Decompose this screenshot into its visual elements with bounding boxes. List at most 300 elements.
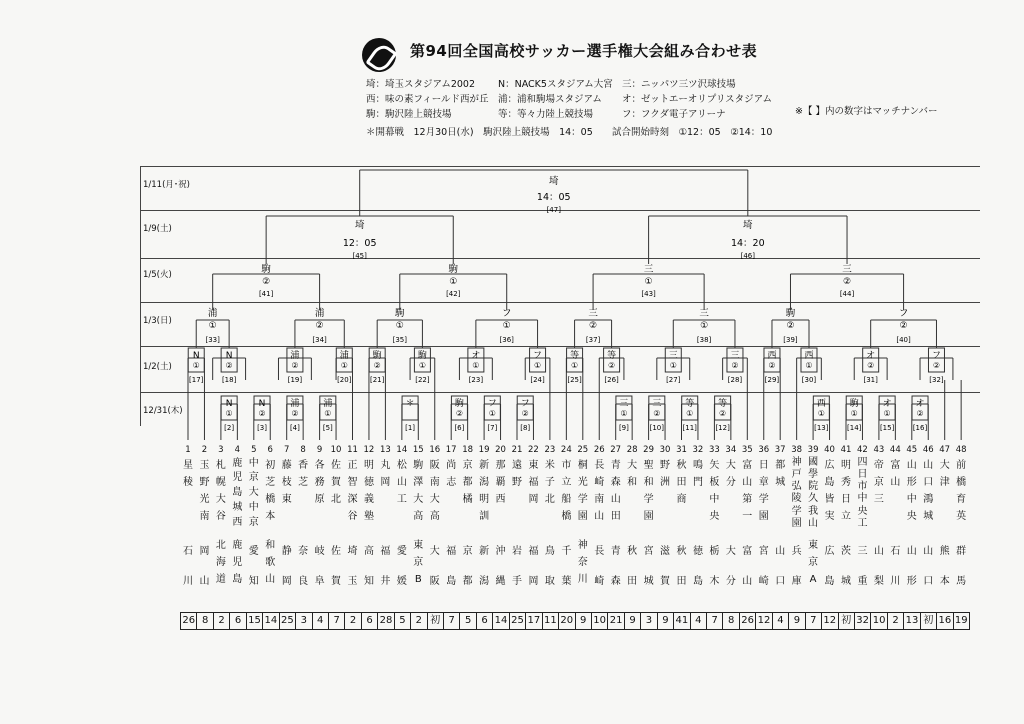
school-name: 秋 田 商 <box>676 459 687 505</box>
round-date: 1/9(土) <box>143 224 172 234</box>
prefecture-name: 石 川 <box>183 545 193 587</box>
slot-code: ② <box>899 321 908 331</box>
appearance-count: 26 <box>739 613 755 629</box>
match-number: [18] <box>221 376 237 384</box>
appearance-count: 7 <box>805 613 821 629</box>
venue-code: 西 <box>767 351 777 361</box>
team-number: 46 <box>922 445 934 455</box>
round-date: 12/31(木) <box>143 406 183 416</box>
venue-code: 駒 <box>849 399 859 409</box>
team-entry <box>690 446 706 597</box>
appearance-count: 12 <box>821 613 837 629</box>
team-number: 48 <box>955 445 967 455</box>
team-entry <box>723 446 739 597</box>
appearance-count: 28 <box>377 613 393 629</box>
school-name: 那 覇 西 <box>495 459 506 505</box>
match-number: [26] <box>604 376 619 384</box>
prefecture-name: 石 川 <box>890 545 901 587</box>
team-entry <box>838 446 854 597</box>
slot-code: ② <box>315 321 324 331</box>
match-number: [43] <box>641 290 656 298</box>
prefecture-name: 千 葉 <box>561 545 572 587</box>
appearance-count: 2 <box>410 613 426 629</box>
prefecture-name: 静 岡 <box>281 545 292 587</box>
school-name: 明 徳 義 塾 <box>363 459 374 522</box>
school-name: 四 日 市 中 央 工 <box>857 456 868 530</box>
slot-code: ② <box>225 361 233 370</box>
prefecture-name: 秋 田 <box>676 545 687 587</box>
round-date: 1/5(火) <box>143 270 172 280</box>
match-number: [13] <box>814 424 829 432</box>
venue-code: 浦 <box>290 399 300 409</box>
slot-code: ① <box>700 321 709 331</box>
team-number: 28 <box>626 445 638 455</box>
team-entry <box>937 446 953 597</box>
appearance-count: 9 <box>575 613 591 629</box>
match-number: [12] <box>715 424 730 432</box>
team-number: 8 <box>300 445 306 455</box>
school-name: 遠 野 <box>512 459 522 488</box>
appearance-count: 9 <box>788 613 804 629</box>
school-name: 野 洲 <box>660 459 671 488</box>
slot-code: ① <box>395 321 404 331</box>
appearance-count: 2 <box>344 613 360 629</box>
appearance-count: 5 <box>394 613 410 629</box>
venue-code: 駒 <box>395 308 405 319</box>
match-number: [9] <box>618 424 629 432</box>
prefecture-name: 広 島 <box>824 545 835 587</box>
team-number: 23 <box>544 445 556 455</box>
team-entry <box>920 446 936 597</box>
venue-code: N <box>258 399 266 409</box>
team-entry <box>427 446 443 597</box>
school-name: 香 芝 <box>298 459 309 488</box>
school-name: 桐 光 学 園 <box>577 459 588 522</box>
appearance-count: 6 <box>229 613 245 629</box>
venue-code: 駒 <box>454 399 464 409</box>
venue-code: 三 <box>730 351 740 361</box>
school-name: 日 章 学 園 <box>758 459 769 522</box>
team-entry <box>674 446 690 597</box>
appearance-count: 14 <box>262 613 278 629</box>
match-number: [24] <box>530 376 545 384</box>
team-entry <box>641 446 657 597</box>
team-entry <box>871 446 887 597</box>
team-number: 18 <box>462 445 474 455</box>
slot-code: ① <box>192 361 200 370</box>
team-entry <box>657 446 673 597</box>
appearance-count: 25 <box>279 613 295 629</box>
match-number: [27] <box>666 376 681 384</box>
prefecture-name: 新 潟 <box>479 545 490 587</box>
venue-code: 浦 <box>207 308 218 319</box>
team-entry <box>953 446 969 597</box>
match-number: [17] <box>189 376 204 384</box>
school-name: 広 島 皆 実 <box>824 459 835 522</box>
team-entry <box>591 446 607 597</box>
slot-code: ① <box>225 409 233 418</box>
venue-code: 三 <box>619 399 629 409</box>
prefecture-name: 愛 知 <box>248 545 259 587</box>
prefecture-name: 東 京 B <box>413 539 424 585</box>
venue-code: N <box>192 351 200 361</box>
team-number: 25 <box>577 445 589 455</box>
school-name: 市 立 船 橋 <box>561 459 572 522</box>
team-number: 33 <box>708 445 720 455</box>
venue-code: 西 <box>804 351 814 361</box>
team-number: 29 <box>643 445 654 455</box>
venue-code: 浦 <box>290 351 300 361</box>
slot-code: ② <box>608 361 616 370</box>
school-name: 神 戸 弘 陵 学 園 <box>791 456 802 530</box>
appearance-count: 4 <box>312 613 328 629</box>
prefecture-name: 大 分 <box>725 545 736 587</box>
slot-code: ① <box>533 361 542 370</box>
match-number: [1] <box>405 424 416 432</box>
prefecture-name: 岡 山 <box>199 545 210 587</box>
match-number: [32] <box>929 376 944 384</box>
appearance-count: 9 <box>657 613 673 629</box>
venue-code: 駒 <box>448 264 459 275</box>
venue-legend: 浦：浦和駒場スタジアム <box>498 94 602 105</box>
match-number: [21] <box>369 376 385 384</box>
slot-code: ② <box>731 361 739 370</box>
venue-code: 駒 <box>785 308 796 319</box>
slot-code: ② <box>262 277 271 287</box>
prefecture-name: 滋 賀 <box>660 545 671 587</box>
prefecture-name: 徳 島 <box>692 545 703 587</box>
match-number-note: ※【 】内の数字はマッチナンバー <box>795 106 938 117</box>
appearance-count: 12 <box>755 613 771 629</box>
match-number: [28] <box>727 376 743 384</box>
prefecture-name: 山 梨 <box>873 545 884 587</box>
school-name: 青 森 山 田 <box>610 459 621 522</box>
slot-code: ① <box>502 321 511 331</box>
prefecture-name: 和 歌 山 <box>265 539 276 585</box>
team-entry <box>854 446 870 597</box>
appearance-count: 25 <box>509 613 525 629</box>
match-number: [38] <box>696 336 712 344</box>
school-name: 國 學 院 久 我 山 <box>808 456 819 530</box>
venue-code: フ <box>520 399 530 409</box>
team-entry <box>213 446 229 588</box>
team-number: 15 <box>412 445 424 455</box>
team-entry <box>476 446 492 597</box>
school-name: 中 京 大 中 京 <box>248 457 259 528</box>
venue-code: 三 <box>643 264 654 275</box>
appearance-count: 初 <box>920 613 936 629</box>
team-entry <box>345 446 361 597</box>
appearance-count: 19 <box>953 613 969 629</box>
prefecture-name: 青 森 <box>610 545 621 587</box>
match-number: [30] <box>801 376 817 384</box>
venue-code: フ <box>533 351 543 361</box>
team-entry <box>887 446 903 597</box>
slot-code: ① <box>472 361 480 370</box>
venue-code: 浦 <box>339 351 349 361</box>
venue-code: フ <box>501 308 512 319</box>
team-number: 40 <box>824 445 835 455</box>
appearance-count: 3 <box>640 613 656 629</box>
match-number: [34] <box>312 336 327 344</box>
prefecture-name: 宮 城 <box>643 545 654 587</box>
team-entry <box>739 446 755 597</box>
prefecture-name: 三 重 <box>857 545 868 587</box>
prefecture-name: 大 阪 <box>429 545 440 587</box>
team-number: 32 <box>692 445 704 455</box>
venue-code: フ <box>931 351 941 361</box>
prefecture-name: 秋 田 <box>627 545 638 587</box>
venue-code: 埼 <box>548 176 559 187</box>
school-name: 丸 岡 <box>380 459 391 488</box>
team-entry <box>295 446 311 597</box>
slot-code: ② <box>867 361 875 370</box>
school-name: 米 子 北 <box>544 459 555 505</box>
venue-legend: 駒：駒沢陸上競技場 <box>366 109 452 120</box>
match-number: [40] <box>896 336 911 344</box>
team-number: 17 <box>445 445 457 455</box>
team-number: 44 <box>889 445 901 455</box>
team-entry <box>525 446 541 597</box>
prefecture-name: 山 口 <box>775 545 786 587</box>
prefecture-name: 山 口 <box>923 545 934 587</box>
match-number: [22] <box>415 376 430 384</box>
slot-code: ① <box>418 361 426 370</box>
prefecture-name: 愛 媛 <box>396 545 407 587</box>
school-name: 大 津 <box>939 459 950 488</box>
match-number: [6] <box>454 424 465 432</box>
school-name: 大 和 <box>627 459 638 488</box>
team-number: 9 <box>316 445 323 455</box>
venue-code: フ <box>487 399 497 409</box>
kickoff-time: 14：05 <box>536 192 571 203</box>
kickoff-time: 12：05 <box>342 238 377 249</box>
school-name: 東 福 岡 <box>528 459 539 505</box>
appearance-count: 10 <box>870 613 886 629</box>
appearance-count: 6 <box>361 613 377 629</box>
venue-code: オ <box>882 399 892 409</box>
appearance-count: 10 <box>591 613 607 629</box>
team-entry <box>262 446 278 588</box>
prefecture-name: 福 井 <box>380 545 391 587</box>
appearance-count: 26 <box>182 615 196 626</box>
team-entry <box>805 446 821 588</box>
prefecture-name: 沖 縄 <box>495 545 506 587</box>
team-number: 13 <box>379 445 391 455</box>
school-name: 富 山 第 一 <box>742 459 753 522</box>
prefecture-name: 福 岡 <box>528 545 539 587</box>
match-number: [2] <box>224 424 235 432</box>
school-name: 駒 澤 大 高 <box>413 459 424 522</box>
prefecture-name: 栃 木 <box>709 545 720 587</box>
match-number: [25] <box>567 376 582 384</box>
match-number: [31] <box>863 376 878 384</box>
team-number: 47 <box>939 445 951 455</box>
school-name: 山 形 中 央 <box>906 459 917 522</box>
match-number: [36] <box>499 336 514 344</box>
prefecture-name: 長 崎 <box>594 545 605 587</box>
match-number: [47] <box>546 206 561 214</box>
team-number: 20 <box>495 445 506 455</box>
match-number: [8] <box>520 424 531 432</box>
team-entry <box>509 446 525 597</box>
match-number: [35] <box>392 336 407 344</box>
opening-match-note: ＊開幕戦 12月30日(水) 駒沢陸上競技場 14：05 <box>366 127 593 138</box>
slot-code: ① <box>644 277 653 287</box>
venue-code: 三 <box>652 399 662 409</box>
team-number: 31 <box>676 445 687 455</box>
team-number: 6 <box>267 445 273 455</box>
team-entry <box>196 446 212 597</box>
venue-legend: フ：フクダ電子アリーナ <box>622 109 726 120</box>
school-name: 新 潟 明 訓 <box>479 459 490 522</box>
appearance-count: 32 <box>854 613 870 629</box>
match-number: [3] <box>257 424 267 432</box>
kickoff-time: 14：20 <box>730 238 765 249</box>
prefecture-name: 群 馬 <box>956 545 967 587</box>
match-number: [20] <box>337 376 352 384</box>
venue-code: 埼 <box>354 220 365 231</box>
venue-code: 三 <box>842 264 852 275</box>
team-number: 11 <box>347 445 358 455</box>
slot-code: ① <box>686 409 694 418</box>
round-date: 1/2(土) <box>143 362 172 372</box>
appearance-count: 13 <box>903 613 919 629</box>
match-number: [39] <box>783 336 798 344</box>
venue-code: 等 <box>718 399 728 409</box>
venue-code: N <box>225 351 233 361</box>
venue-legend: N：NACK5スタジアム大宮 <box>498 79 613 90</box>
venue-code: 駒 <box>417 351 427 361</box>
team-entry <box>460 446 476 597</box>
team-number: 21 <box>511 445 523 455</box>
venue-code: 駒 <box>261 264 271 275</box>
venue-legend: 三：ニッパツ三ツ沢球技場 <box>622 79 736 90</box>
team-entry <box>410 446 426 588</box>
team-number: 43 <box>873 445 885 455</box>
school-name: 山 口 鴻 城 <box>923 459 934 522</box>
prefecture-name: 岩 手 <box>512 545 522 587</box>
prefecture-name: 京 都 <box>462 545 473 587</box>
school-name: 長 崎 南 山 <box>594 459 605 522</box>
school-name: 札 幌 大 谷 <box>215 459 226 522</box>
team-entry <box>608 446 624 597</box>
school-name: 矢 板 中 央 <box>709 459 720 522</box>
school-name: 初 芝 橋 本 <box>265 459 276 522</box>
school-name: 藤 枝 東 <box>281 459 292 505</box>
team-entry <box>822 446 838 597</box>
team-number: 12 <box>363 445 375 455</box>
team-entry <box>789 446 805 597</box>
team-number: 16 <box>429 445 441 455</box>
appearance-count: 2 <box>887 613 903 629</box>
team-number: 2 <box>201 445 208 455</box>
team-number: 38 <box>791 445 803 455</box>
prefecture-name: 鳥 取 <box>544 545 555 587</box>
page-title: 第94回全国高校サッカー選手権大会組み合わせ表 <box>410 42 758 60</box>
appearance-count: 41 <box>673 613 689 629</box>
venue-code: 西 <box>816 399 826 409</box>
slot-code: ② <box>373 361 381 370</box>
prefecture-name: 兵 庫 <box>791 545 802 587</box>
venue-code: 浦 <box>314 308 325 319</box>
appearance-count: 20 <box>558 613 574 629</box>
school-name: 聖 和 学 園 <box>643 459 654 522</box>
prefecture-name: 北 海 道 <box>215 539 226 585</box>
venue-code: オ <box>471 351 481 361</box>
team-number: 3 <box>218 445 224 455</box>
team-entry <box>558 446 574 597</box>
team-number: 39 <box>807 445 819 455</box>
appearance-count: 11 <box>542 613 558 629</box>
team-number: 35 <box>741 445 753 455</box>
team-entry <box>361 446 377 597</box>
venue-code: 等 <box>570 351 580 361</box>
team-entry <box>624 446 640 597</box>
school-name: 明 秀 日 立 <box>841 459 851 522</box>
team-entry <box>377 446 393 597</box>
venue-code: N <box>225 399 233 409</box>
team-entry <box>542 446 558 597</box>
school-name: 阪 南 大 高 <box>429 459 440 522</box>
slot-code: ② <box>291 409 299 418</box>
prefecture-name: 埼 玉 <box>347 545 358 587</box>
slot-code: ① <box>570 361 579 370</box>
kickoff-time-note: 試合開始時刻 ①12：05 ②14：10 <box>612 127 773 138</box>
slot-code: ① <box>850 409 858 418</box>
prefecture-name: 福 島 <box>446 545 457 587</box>
slot-code: ① <box>208 321 217 331</box>
appearance-count: 7 <box>443 613 459 629</box>
prefecture-name: 鹿 児 島 <box>232 539 243 585</box>
appearance-count: 4 <box>690 613 706 629</box>
venue-code: ＊ <box>405 399 415 409</box>
slot-code: ② <box>589 321 598 331</box>
team-number: 37 <box>774 445 786 455</box>
school-name: 富 山 <box>890 459 901 488</box>
team-entry <box>279 446 295 597</box>
appearance-count: 8 <box>722 613 738 629</box>
appearance-count: 15 <box>246 613 262 629</box>
venue-legend: オ：ゼットエーオリプリスタジアム <box>622 94 773 105</box>
slot-code: ② <box>768 361 776 370</box>
slot-code: ① <box>324 409 332 418</box>
school-name: 都 城 <box>775 459 786 488</box>
slot-code: ① <box>817 409 825 418</box>
team-number: 10 <box>330 445 342 455</box>
venue-code: 駒 <box>372 351 382 361</box>
venue-code: 浦 <box>323 399 333 409</box>
appearance-count: 4 <box>772 613 788 629</box>
slot-code: ② <box>932 361 941 370</box>
prefecture-name: 熊 本 <box>939 545 950 587</box>
team-entry <box>756 446 772 597</box>
round-date: 1/11(月･祝) <box>143 180 190 190</box>
school-name: 星 稜 <box>183 459 193 488</box>
venue-code: 三 <box>588 308 598 319</box>
match-number: [37] <box>585 336 601 344</box>
slot-code: ① <box>340 361 348 370</box>
prefecture-name: 宮 崎 <box>758 545 769 587</box>
appearance-count: 初 <box>427 613 443 629</box>
appearance-count: 初 <box>838 613 854 629</box>
slot-code: ① <box>669 361 677 370</box>
school-name: 各 務 原 <box>314 459 325 505</box>
venue-legend: 等：等々力陸上競技場 <box>498 109 594 120</box>
school-name: 帝 京 三 <box>873 459 884 505</box>
team-number: 30 <box>659 445 671 455</box>
team-number: 45 <box>906 445 918 455</box>
